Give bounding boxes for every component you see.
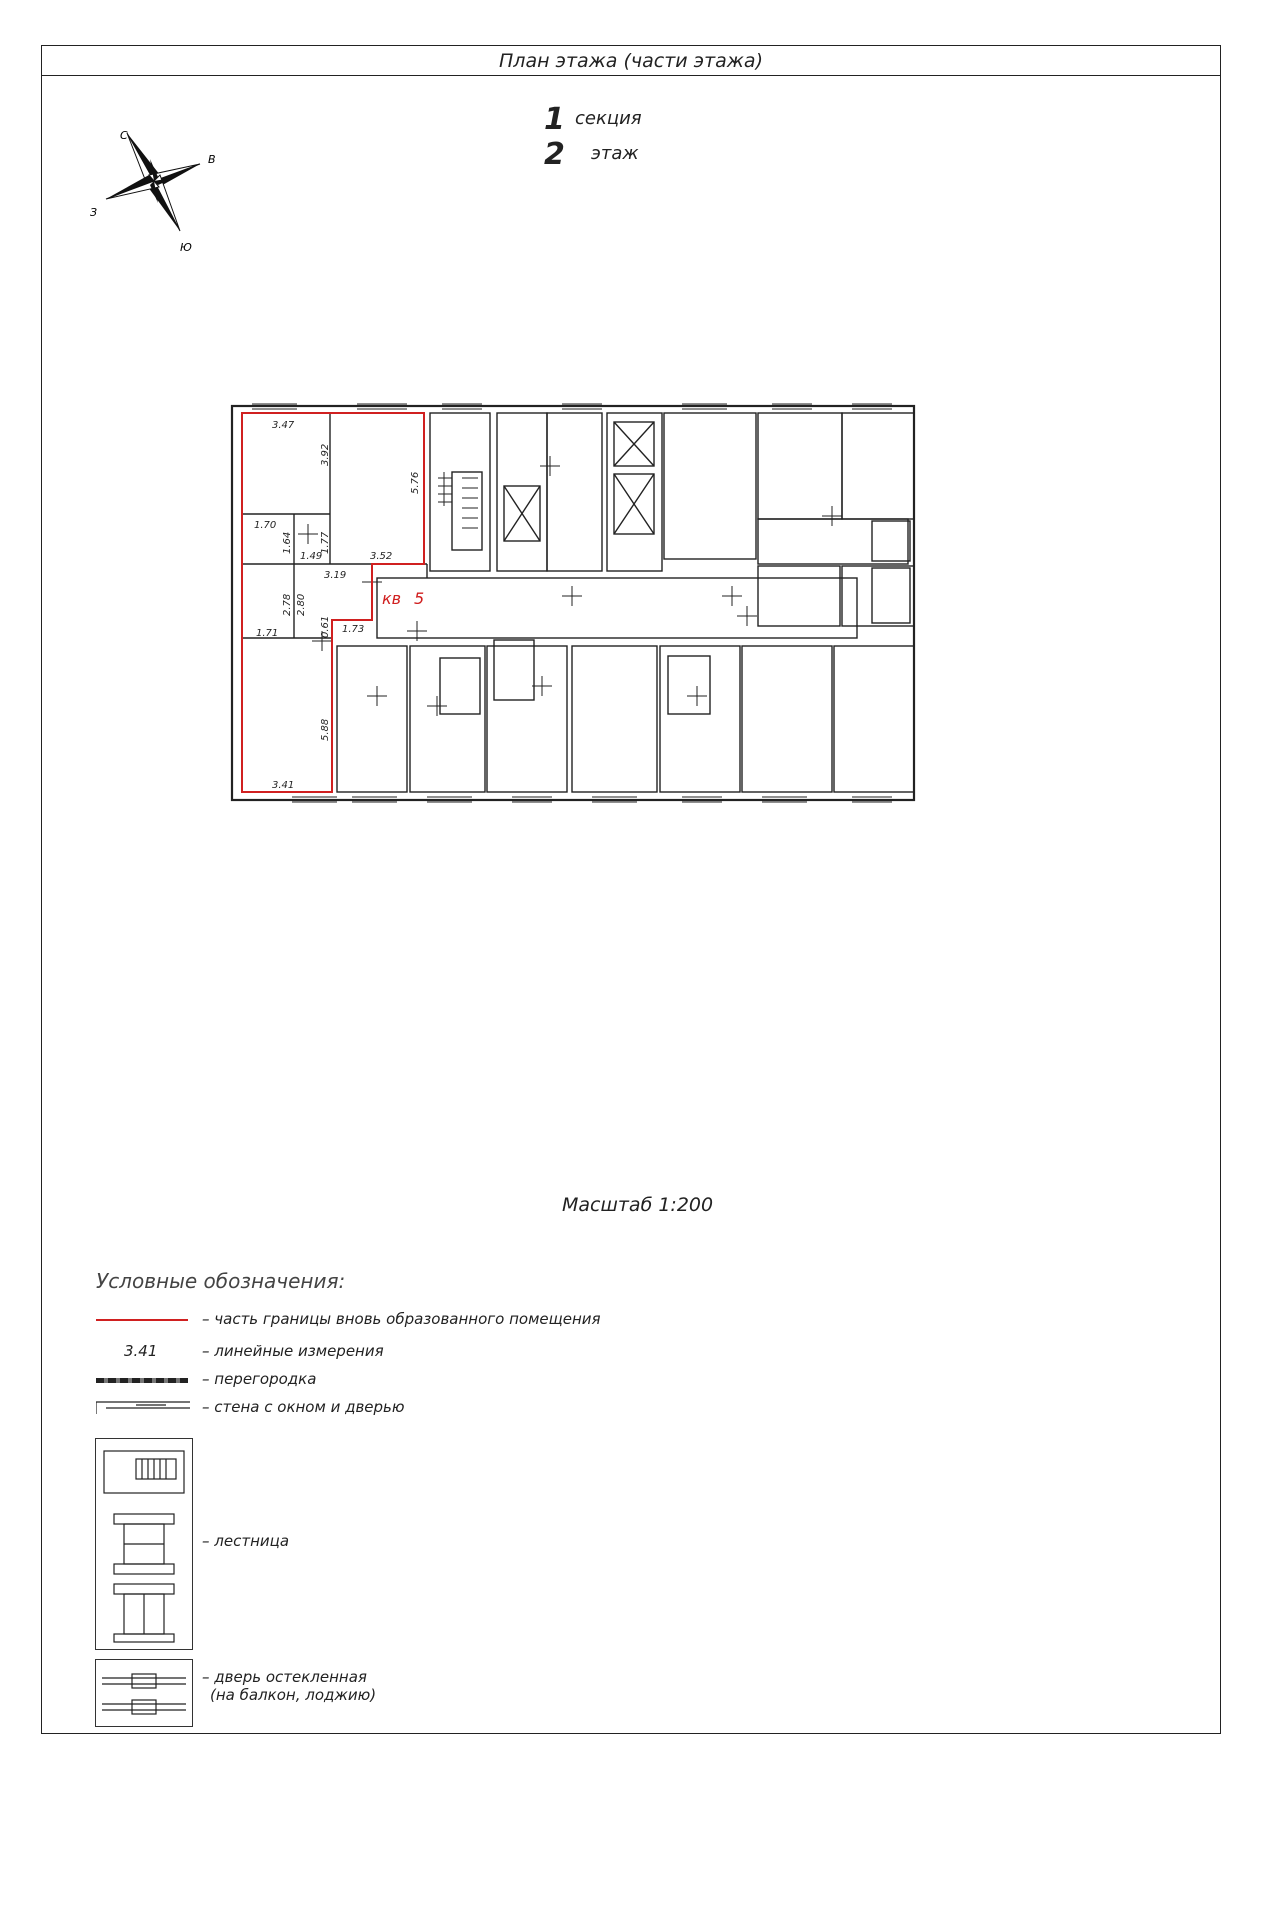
dimension-label: 3.47 [272, 420, 295, 431]
legend-boundary-swatch [96, 1319, 188, 1321]
apartment-label: кв [382, 589, 402, 608]
legend-boundary-text: – часть границы вновь образованного помещения [202, 1310, 601, 1328]
dimension-label: 5.76 [410, 471, 421, 494]
compass-north: С [120, 129, 128, 142]
section-label: секция [575, 108, 642, 129]
dimension-label: 3.92 [320, 443, 331, 466]
stairs-icon [96, 1439, 192, 1649]
apartment-number: 5 [414, 589, 425, 608]
legend-partition-text: – перегородка [202, 1370, 317, 1388]
legend-measurement-text: – линейные измерения [202, 1342, 384, 1360]
dimension-label: 5.88 [320, 718, 331, 741]
legend-wall-text: – стена с окном и дверью [202, 1398, 405, 1416]
dimension-label: 3.52 [370, 551, 393, 562]
floor-number: 2 [544, 137, 565, 172]
legend-title: Условные обозначения: [96, 1269, 346, 1293]
legend-glazed-door-box [95, 1659, 193, 1727]
dimension-label: 1.70 [254, 520, 277, 531]
legend-glazed-door-text-2: (на балкон, лоджию) [210, 1686, 377, 1704]
legend-wall-window-door-icon [96, 1398, 190, 1414]
legend-stairs-box [95, 1438, 193, 1650]
page-title: План этажа (части этажа) [42, 46, 1220, 76]
compass-rose-icon [62, 101, 232, 251]
floor-plan [182, 356, 1082, 896]
drawing-frame [41, 45, 1221, 1734]
legend-glazed-door-text: – дверь остекленная [202, 1668, 367, 1686]
compass-west: З [90, 206, 98, 219]
legend-partition-swatch [96, 1378, 188, 1383]
glazed-door-icon [96, 1660, 192, 1726]
section-number: 1 [544, 102, 565, 137]
dimension-label: 1.71 [256, 628, 279, 639]
compass-east: В [208, 153, 216, 166]
dimension-label: 1.64 [282, 531, 293, 554]
dimension-label: 2.80 [296, 593, 307, 616]
legend-measurement-sample: 3.41 [124, 1342, 158, 1360]
dimension-label: 1.73 [342, 624, 365, 635]
dimension-label: 1.77 [320, 531, 331, 554]
dimension-label: 3.19 [324, 570, 347, 581]
compass-south: Ю [180, 241, 192, 251]
legend-stairs-text: – лестница [202, 1532, 290, 1550]
dimension-label: 1.49 [300, 551, 323, 562]
dimension-label: 0.61 [320, 615, 331, 638]
floor-label: этаж [591, 143, 639, 164]
dimension-label: 3.41 [272, 780, 295, 791]
scale-label: Масштаб 1:200 [562, 1194, 714, 1216]
dimension-label: 2.78 [282, 593, 293, 616]
